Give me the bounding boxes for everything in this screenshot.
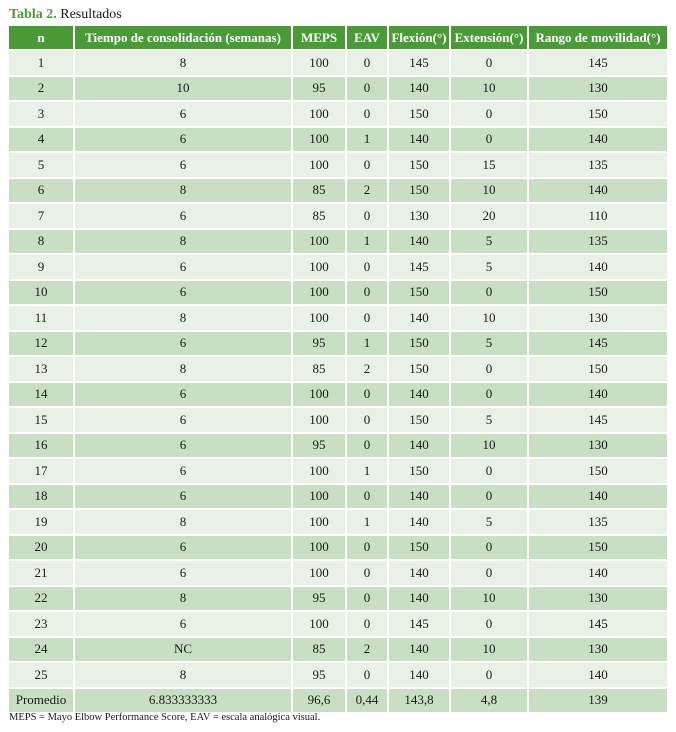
table-cell-col-eav: 1 bbox=[347, 332, 389, 358]
table-footnote: MEPS = Mayo Elbow Performance Score, EAV = escala analógica visual. bbox=[9, 712, 321, 723]
header-col-meps: MEPS bbox=[293, 26, 347, 51]
table-cell-col-rango-movilidad: 145 bbox=[529, 612, 667, 638]
table-cell-col-meps: 100 bbox=[293, 281, 347, 307]
table-row bbox=[9, 536, 667, 562]
table-row bbox=[9, 408, 667, 434]
table-cell-col-tiempo-consolidacion: 6 bbox=[75, 485, 293, 511]
table-cell-col-tiempo-consolidacion: 6 bbox=[75, 281, 293, 307]
table-cell-col-meps: 85 bbox=[293, 638, 347, 664]
table-cell-col-meps: 85 bbox=[293, 357, 347, 383]
table-cell-col-flexion: 140 bbox=[389, 434, 451, 460]
table-cell-col-flexion: 150 bbox=[389, 536, 451, 562]
table-cell-col-eav: 2 bbox=[347, 638, 389, 664]
caption-label: Tabla 2. bbox=[9, 7, 57, 22]
table-cell-col-tiempo-consolidacion: 8 bbox=[75, 510, 293, 536]
table-cell-col-eav: 2 bbox=[347, 357, 389, 383]
table-cell-col-extension: 0 bbox=[451, 459, 529, 485]
table-cell-col-flexion: 150 bbox=[389, 408, 451, 434]
table-row bbox=[9, 77, 667, 103]
table-cell-col-n: 2 bbox=[9, 77, 75, 103]
table-cell-col-flexion: 150 bbox=[389, 459, 451, 485]
table-cell-col-n: 22 bbox=[9, 587, 75, 613]
table-cell-col-flexion: 140 bbox=[389, 561, 451, 587]
table-cell-col-rango-movilidad: 140 bbox=[529, 663, 667, 689]
table-cell-col-extension: 0 bbox=[451, 663, 529, 689]
table-cell-col-extension: 0 bbox=[451, 612, 529, 638]
table-row bbox=[9, 638, 667, 664]
table-cell-col-n: 21 bbox=[9, 561, 75, 587]
table-cell-col-extension: 15 bbox=[451, 153, 529, 179]
table-cell-col-eav: 0 bbox=[347, 383, 389, 409]
table-header bbox=[9, 26, 667, 51]
table-cell-col-rango-movilidad: 140 bbox=[529, 255, 667, 281]
table-cell-col-rango-movilidad: 140 bbox=[529, 128, 667, 154]
table-cell-col-eav: 0 bbox=[347, 51, 389, 77]
table-row bbox=[9, 434, 667, 460]
table-cell-col-flexion: 150 bbox=[389, 153, 451, 179]
table-cell-col-rango-movilidad: 130 bbox=[529, 638, 667, 664]
table-cell-col-meps: 100 bbox=[293, 561, 347, 587]
table-cell-col-eav: 0 bbox=[347, 612, 389, 638]
table-cell-col-n: 19 bbox=[9, 510, 75, 536]
table-cell-col-n: Promedio bbox=[9, 689, 75, 715]
table-cell-col-tiempo-consolidacion: 6 bbox=[75, 561, 293, 587]
table-cell-col-extension: 0 bbox=[451, 102, 529, 128]
table-cell-col-extension: 10 bbox=[451, 638, 529, 664]
table-cell-col-n: 25 bbox=[9, 663, 75, 689]
table-cell-col-rango-movilidad: 130 bbox=[529, 77, 667, 103]
header-col-tiempo-consolidacion: Tiempo de consolidación (semanas) bbox=[75, 26, 293, 51]
table-cell-col-flexion: 145 bbox=[389, 612, 451, 638]
table-cell-col-rango-movilidad: 150 bbox=[529, 536, 667, 562]
table-cell-col-eav: 0 bbox=[347, 102, 389, 128]
table-cell-col-n: 23 bbox=[9, 612, 75, 638]
table-cell-col-flexion: 140 bbox=[389, 485, 451, 511]
table-cell-col-n: 9 bbox=[9, 255, 75, 281]
table-cell-col-extension: 0 bbox=[451, 485, 529, 511]
table-cell-col-n: 16 bbox=[9, 434, 75, 460]
table-cell-col-rango-movilidad: 150 bbox=[529, 102, 667, 128]
table-row bbox=[9, 485, 667, 511]
table-cell-col-tiempo-consolidacion: 6 bbox=[75, 383, 293, 409]
table-cell-col-tiempo-consolidacion: 8 bbox=[75, 587, 293, 613]
table-row bbox=[9, 204, 667, 230]
table-row bbox=[9, 153, 667, 179]
table-cell-col-rango-movilidad: 150 bbox=[529, 357, 667, 383]
table-cell-col-extension: 5 bbox=[451, 510, 529, 536]
table-row bbox=[9, 587, 667, 613]
table-cell-col-extension: 0 bbox=[451, 51, 529, 77]
table-cell-col-tiempo-consolidacion: 8 bbox=[75, 51, 293, 77]
table-row bbox=[9, 357, 667, 383]
table-cell-col-extension: 20 bbox=[451, 204, 529, 230]
table-caption bbox=[9, 6, 122, 24]
table-cell-col-flexion: 150 bbox=[389, 332, 451, 358]
table-cell-col-flexion: 140 bbox=[389, 510, 451, 536]
table-cell-col-tiempo-consolidacion: 6.833333333 bbox=[75, 689, 293, 715]
table-cell-col-meps: 95 bbox=[293, 663, 347, 689]
table-cell-col-meps: 96,6 bbox=[293, 689, 347, 715]
table-cell-col-extension: 0 bbox=[451, 536, 529, 562]
table-cell-col-rango-movilidad: 145 bbox=[529, 408, 667, 434]
table-cell-col-meps: 100 bbox=[293, 612, 347, 638]
table-cell-col-rango-movilidad: 135 bbox=[529, 230, 667, 256]
results-table bbox=[9, 26, 667, 714]
table-cell-col-flexion: 140 bbox=[389, 587, 451, 613]
table-cell-col-extension: 0 bbox=[451, 357, 529, 383]
table-cell-col-eav: 1 bbox=[347, 230, 389, 256]
table-cell-col-eav: 0 bbox=[347, 408, 389, 434]
table-cell-col-n: 6 bbox=[9, 179, 75, 205]
table-cell-col-meps: 100 bbox=[293, 128, 347, 154]
table-cell-col-meps: 100 bbox=[293, 383, 347, 409]
table-cell-col-eav: 0 bbox=[347, 204, 389, 230]
table-row bbox=[9, 281, 667, 307]
table-cell-col-flexion: 150 bbox=[389, 357, 451, 383]
table-cell-col-extension: 10 bbox=[451, 77, 529, 103]
table-cell-col-rango-movilidad: 140 bbox=[529, 561, 667, 587]
table-cell-col-n: 3 bbox=[9, 102, 75, 128]
table-cell-col-tiempo-consolidacion: 8 bbox=[75, 179, 293, 205]
table-cell-col-rango-movilidad: 130 bbox=[529, 587, 667, 613]
table-row bbox=[9, 561, 667, 587]
table-cell-col-eav: 1 bbox=[347, 459, 389, 485]
table-cell-col-flexion: 140 bbox=[389, 77, 451, 103]
table-cell-col-flexion: 143,8 bbox=[389, 689, 451, 715]
table-cell-col-rango-movilidad: 140 bbox=[529, 383, 667, 409]
table-cell-col-extension: 5 bbox=[451, 255, 529, 281]
table-cell-col-extension: 0 bbox=[451, 383, 529, 409]
table-cell-col-tiempo-consolidacion: 8 bbox=[75, 306, 293, 332]
table-cell-col-tiempo-consolidacion: 6 bbox=[75, 332, 293, 358]
table-cell-col-eav: 0 bbox=[347, 536, 389, 562]
table-cell-col-n: 15 bbox=[9, 408, 75, 434]
table-cell-col-eav: 1 bbox=[347, 510, 389, 536]
table-row bbox=[9, 306, 667, 332]
table-cell-col-rango-movilidad: 145 bbox=[529, 51, 667, 77]
table-row bbox=[9, 663, 667, 689]
table-cell-col-n: 4 bbox=[9, 128, 75, 154]
table-cell-col-n: 11 bbox=[9, 306, 75, 332]
header-col-extension: Extensión(°) bbox=[451, 26, 529, 51]
table-cell-col-meps: 85 bbox=[293, 204, 347, 230]
table-cell-col-extension: 5 bbox=[451, 332, 529, 358]
table-cell-col-eav: 2 bbox=[347, 179, 389, 205]
table-cell-col-n: 12 bbox=[9, 332, 75, 358]
table-row bbox=[9, 179, 667, 205]
table-cell-col-tiempo-consolidacion: 8 bbox=[75, 230, 293, 256]
table-cell-col-flexion: 140 bbox=[389, 128, 451, 154]
table-cell-col-n: 14 bbox=[9, 383, 75, 409]
table-row bbox=[9, 383, 667, 409]
table-cell-col-meps: 100 bbox=[293, 536, 347, 562]
table-cell-col-tiempo-consolidacion: 8 bbox=[75, 357, 293, 383]
table-cell-col-extension: 0 bbox=[451, 128, 529, 154]
table-cell-col-rango-movilidad: 145 bbox=[529, 332, 667, 358]
table-cell-col-eav: 0 bbox=[347, 485, 389, 511]
table-cell-col-n: 1 bbox=[9, 51, 75, 77]
table-cell-col-eav: 0 bbox=[347, 306, 389, 332]
table-row bbox=[9, 332, 667, 358]
table-cell-col-n: 17 bbox=[9, 459, 75, 485]
header-col-rango-movilidad: Rango de movilidad(°) bbox=[529, 26, 667, 51]
table-cell-col-meps: 100 bbox=[293, 255, 347, 281]
table-cell-col-n: 7 bbox=[9, 204, 75, 230]
table-cell-col-tiempo-consolidacion: 8 bbox=[75, 663, 293, 689]
table-cell-col-flexion: 140 bbox=[389, 230, 451, 256]
table-cell-col-rango-movilidad: 140 bbox=[529, 179, 667, 205]
table-cell-col-extension: 4,8 bbox=[451, 689, 529, 715]
table-cell-col-flexion: 140 bbox=[389, 638, 451, 664]
table-cell-col-eav: 0 bbox=[347, 153, 389, 179]
table-cell-col-tiempo-consolidacion: 6 bbox=[75, 128, 293, 154]
table-cell-col-meps: 100 bbox=[293, 51, 347, 77]
table-cell-col-flexion: 150 bbox=[389, 179, 451, 205]
table-row bbox=[9, 459, 667, 485]
table-cell-col-tiempo-consolidacion: 6 bbox=[75, 459, 293, 485]
table-cell-col-n: 13 bbox=[9, 357, 75, 383]
table-cell-col-eav: 1 bbox=[347, 128, 389, 154]
table-cell-col-n: 20 bbox=[9, 536, 75, 562]
table-cell-col-tiempo-consolidacion: 6 bbox=[75, 153, 293, 179]
table-cell-col-eav: 0 bbox=[347, 77, 389, 103]
table-cell-col-meps: 95 bbox=[293, 332, 347, 358]
table-cell-col-extension: 5 bbox=[451, 408, 529, 434]
table-cell-col-eav: 0 bbox=[347, 663, 389, 689]
table-cell-col-extension: 10 bbox=[451, 434, 529, 460]
table-row bbox=[9, 255, 667, 281]
table-cell-col-tiempo-consolidacion: 6 bbox=[75, 434, 293, 460]
table-cell-col-rango-movilidad: 140 bbox=[529, 485, 667, 511]
table-row bbox=[9, 128, 667, 154]
header-col-eav: EAV bbox=[347, 26, 389, 51]
table-cell-col-meps: 100 bbox=[293, 153, 347, 179]
table-cell-col-flexion: 130 bbox=[389, 204, 451, 230]
table-cell-col-n: 24 bbox=[9, 638, 75, 664]
header-col-flexion: Flexión(°) bbox=[389, 26, 451, 51]
table-cell-col-eav: 0,44 bbox=[347, 689, 389, 715]
table-cell-col-rango-movilidad: 139 bbox=[529, 689, 667, 715]
table-cell-col-rango-movilidad: 135 bbox=[529, 510, 667, 536]
table-cell-col-flexion: 150 bbox=[389, 102, 451, 128]
table-cell-col-rango-movilidad: 130 bbox=[529, 434, 667, 460]
table-cell-col-rango-movilidad: 135 bbox=[529, 153, 667, 179]
table-cell-col-meps: 100 bbox=[293, 102, 347, 128]
table-row bbox=[9, 612, 667, 638]
table-cell-col-tiempo-consolidacion: 6 bbox=[75, 102, 293, 128]
table-cell-col-meps: 95 bbox=[293, 77, 347, 103]
table-cell-col-extension: 5 bbox=[451, 230, 529, 256]
table-body bbox=[9, 51, 667, 714]
table-cell-col-n: 10 bbox=[9, 281, 75, 307]
table-cell-col-meps: 100 bbox=[293, 459, 347, 485]
table-cell-col-tiempo-consolidacion: 6 bbox=[75, 255, 293, 281]
table-cell-col-rango-movilidad: 150 bbox=[529, 281, 667, 307]
table-cell-col-extension: 10 bbox=[451, 306, 529, 332]
table-cell-col-meps: 100 bbox=[293, 485, 347, 511]
table-cell-col-n: 5 bbox=[9, 153, 75, 179]
table-cell-col-meps: 100 bbox=[293, 306, 347, 332]
table-cell-col-eav: 0 bbox=[347, 255, 389, 281]
table-cell-col-rango-movilidad: 130 bbox=[529, 306, 667, 332]
table-cell-col-tiempo-consolidacion: 6 bbox=[75, 536, 293, 562]
table-cell-col-tiempo-consolidacion: 10 bbox=[75, 77, 293, 103]
header-col-n: n bbox=[9, 26, 75, 51]
table-cell-col-eav: 0 bbox=[347, 561, 389, 587]
table-cell-col-meps: 95 bbox=[293, 434, 347, 460]
table-cell-col-n: 8 bbox=[9, 230, 75, 256]
table-cell-col-meps: 100 bbox=[293, 510, 347, 536]
table-cell-col-flexion: 150 bbox=[389, 281, 451, 307]
table-cell-col-eav: 0 bbox=[347, 281, 389, 307]
header-row bbox=[9, 26, 667, 51]
table-cell-col-eav: 0 bbox=[347, 434, 389, 460]
table-cell-col-flexion: 140 bbox=[389, 663, 451, 689]
table-row bbox=[9, 51, 667, 77]
table-row bbox=[9, 230, 667, 256]
table-cell-col-meps: 85 bbox=[293, 179, 347, 205]
table-cell-col-extension: 10 bbox=[451, 179, 529, 205]
table-cell-col-extension: 10 bbox=[451, 587, 529, 613]
table-cell-col-n: 18 bbox=[9, 485, 75, 511]
table-cell-col-flexion: 140 bbox=[389, 383, 451, 409]
table-cell-col-tiempo-consolidacion: NC bbox=[75, 638, 293, 664]
table-cell-col-eav: 0 bbox=[347, 587, 389, 613]
table-row bbox=[9, 102, 667, 128]
table-cell-col-rango-movilidad: 110 bbox=[529, 204, 667, 230]
table-cell-col-extension: 0 bbox=[451, 281, 529, 307]
table-cell-col-tiempo-consolidacion: 6 bbox=[75, 408, 293, 434]
table-cell-col-meps: 100 bbox=[293, 230, 347, 256]
table-cell-col-meps: 95 bbox=[293, 587, 347, 613]
table-cell-col-flexion: 145 bbox=[389, 255, 451, 281]
table-cell-col-flexion: 140 bbox=[389, 306, 451, 332]
table-cell-col-extension: 0 bbox=[451, 561, 529, 587]
table-cell-col-tiempo-consolidacion: 6 bbox=[75, 612, 293, 638]
table-cell-col-rango-movilidad: 150 bbox=[529, 459, 667, 485]
table-cell-col-meps: 100 bbox=[293, 408, 347, 434]
table-cell-col-tiempo-consolidacion: 6 bbox=[75, 204, 293, 230]
table-row bbox=[9, 510, 667, 536]
caption-title: Resultados bbox=[60, 7, 122, 22]
table-cell-col-flexion: 145 bbox=[389, 51, 451, 77]
